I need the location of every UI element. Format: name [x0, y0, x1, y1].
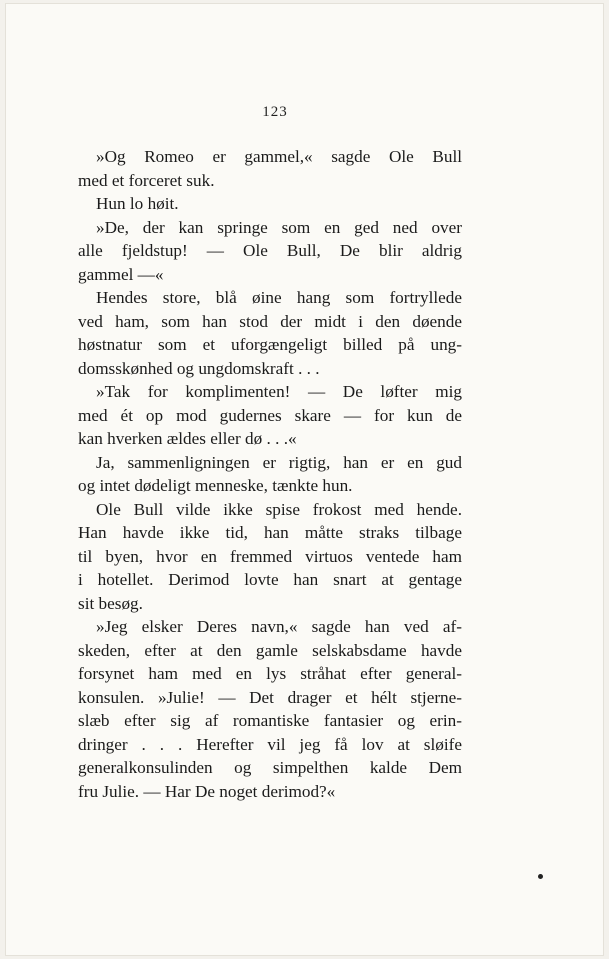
ink-speck	[538, 874, 543, 879]
text-line: forsynet ham med en lys stråhat efter general-	[78, 664, 462, 683]
text-line: generalkonsulinden og simpelthen kalde Dem	[78, 758, 462, 777]
text-line: »Jeg elsker Deres navn,« sagde han ved af-	[96, 617, 462, 636]
book-page	[6, 4, 603, 955]
text-line: konsulen. »Julie! — Det drager et hélt stjerne-	[78, 687, 462, 707]
text-line: Han havde ikke tid, han måtte straks tilbage	[78, 523, 462, 542]
text-line: dringer . . . Herefter vil jeg få lov at sløife	[78, 734, 462, 754]
paragraph	[78, 216, 462, 287]
text-line: og intet dødeligt menneske, tænkte hun.	[78, 476, 353, 495]
paragraph	[78, 451, 462, 498]
text-line: kan hverken ældes eller dø . . .«	[78, 429, 297, 448]
text-line: domsskønhed og ungdomskraft . . .	[78, 358, 320, 378]
paragraph	[78, 192, 462, 216]
text-line: med ét op mod gudernes skare — for kun de	[78, 405, 462, 425]
paragraph	[78, 145, 462, 192]
text-line: »Tak for komplimenten! — De løfter mig	[96, 382, 462, 401]
text-line: skeden, efter at den gamle selskabsdame havde	[78, 640, 462, 660]
text-line: sit besøg.	[78, 593, 143, 613]
paragraph	[78, 380, 462, 451]
text-line: alle fjeldstup! — Ole Bull, De blir aldrig	[78, 241, 462, 260]
text-line: ved ham, som han stod der midt i den døende	[78, 311, 462, 331]
text-line: Ja, sammenligningen er rigtig, han er en gud	[96, 452, 462, 472]
text-line: »De, der kan springe som en ged ned over	[96, 217, 462, 237]
text-line: fru Julie. — Har De noget derimod?«	[78, 781, 336, 801]
text-line: med et forceret suk.	[78, 170, 215, 190]
text-line: Hun lo høit.	[96, 194, 179, 213]
page-number: 123	[262, 104, 288, 120]
paragraph	[78, 286, 462, 380]
text-line: gammel —«	[78, 264, 164, 284]
paragraph	[78, 498, 462, 616]
text-line: høstnatur som et uforgængeligt billed på ung-	[78, 335, 462, 354]
text-line: til byen, hvor en fremmed virtuos ventede ham	[78, 546, 462, 566]
text-line: Hendes store, blå øine hang som fortryllede	[96, 288, 462, 307]
paragraph	[78, 615, 462, 803]
text-line: i hotellet. Derimod lovte han snart at gentage	[78, 570, 462, 589]
text-line: slæb efter sig af romantiske fantasier og erin-	[78, 711, 462, 730]
page-text	[78, 145, 462, 803]
text-line: »Og Romeo er gammel,« sagde Ole Bull	[96, 147, 462, 166]
text-line: Ole Bull vilde ikke spise frokost med hende.	[96, 499, 462, 519]
